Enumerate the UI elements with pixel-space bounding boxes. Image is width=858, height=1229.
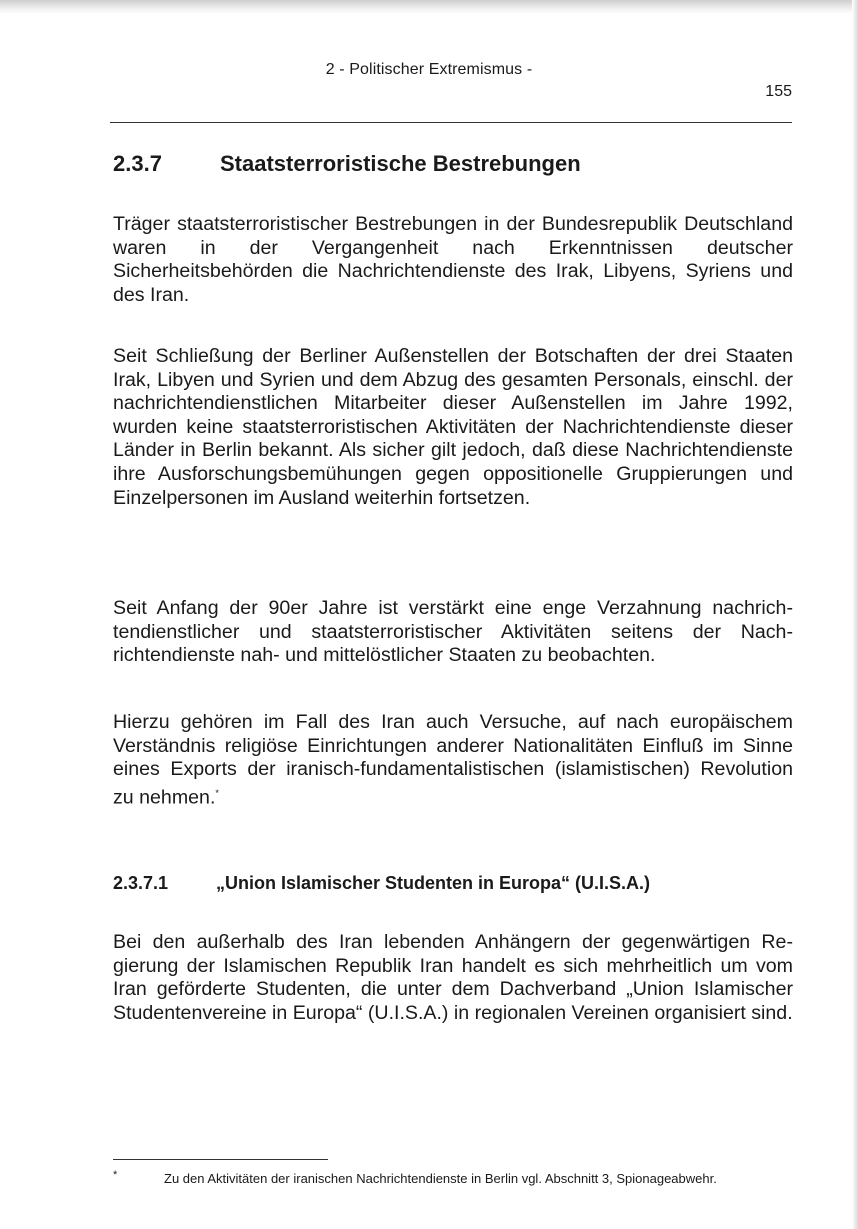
section-heading xyxy=(113,151,793,177)
header-rule xyxy=(110,122,792,123)
page-number: 155 xyxy=(765,83,792,100)
paragraph-4 xyxy=(113,711,793,810)
footnote-marker: * xyxy=(113,1169,118,1181)
scan-edge-top xyxy=(0,0,858,14)
section-number: 2.3.7 xyxy=(113,151,162,176)
paragraph-2: Seit Schließung der Berliner Außenstellen der Botschaften der drei Staaten Irak, Libyen und Syrien und dem Abzug des gesamten Personals, einschl. der nachrichtendienstlichen Mitarbeiter dieser Außenstellen im Jahre 1992, wurden keine staatsterroristischen Aktivitäten der Nachrichtendienste dieser Länder in Berlin bekannt. Als sicher gilt jedoch, daß diese Nachrichtendienste ihre Ausforschungsbemühungen gegen oppositionelle Gruppierungen und Einzelpersonen im Ausland weiterhin fortsetzen. xyxy=(113,345,793,509)
paragraph-3: Seit Anfang der 90er Jahre ist verstärkt eine enge Verzahnung nachrichtendienstlicher und staatsterroristischer Aktivitäten seitens der Nachrichtendienste nah- und mittelöstlicher Staaten zu beobachten. xyxy=(113,597,793,667)
subsection-number: 2.3.7.1 xyxy=(113,873,169,893)
running-header: 2 - Politischer Extremismus - xyxy=(325,61,533,78)
scan-edge-right xyxy=(852,0,858,1229)
footnote-rule xyxy=(113,1159,328,1160)
paragraph-1: Träger staatsterroristischer Bestrebungen in der Bundesrepublik Deutschland waren in der Vergangenheit nach Erkenntnissen deutscher Sicherheitsbehörden die Nachrichtendienste des Irak, Libyens, Syriens und des Iran. xyxy=(113,213,793,306)
footnote-reference[interactable]: * xyxy=(215,787,219,798)
section-title: Staatsterroristische Bestrebungen xyxy=(220,151,581,176)
footnote-text: Zu den Aktivitäten der iranischen Nachrichtendienste in Berlin vgl. Abschnitt 3, Spionageabwehr. xyxy=(164,1171,717,1186)
subsection-title: „Union Islamischer Studenten in Europa“ (U.I.S.A.) xyxy=(216,873,651,893)
subsection-heading xyxy=(113,873,793,894)
paragraph-5: Bei den außerhalb des Iran lebenden Anhängern der gegenwärtigen Regierung der Islamischen Republik Iran handelt es sich mehrheitlich um vom Iran geförderte Studenten, die unter dem Dachverband „Union Islamischer Studentenvereine in Europa“ (U.I.S.A.) in regionalen Vereinen organisiert sind. xyxy=(113,931,793,1024)
paragraph-4-text: Hierzu gehören im Fall des Iran auch Versuche, auf nach europäischem Verständnis religiöse Einrichtungen anderer Nationalitäten Einfluß im Sinne eines Exports der iranisch-fundamentalistischen (islamistischen) Revolution zu nehmen. xyxy=(113,711,793,809)
